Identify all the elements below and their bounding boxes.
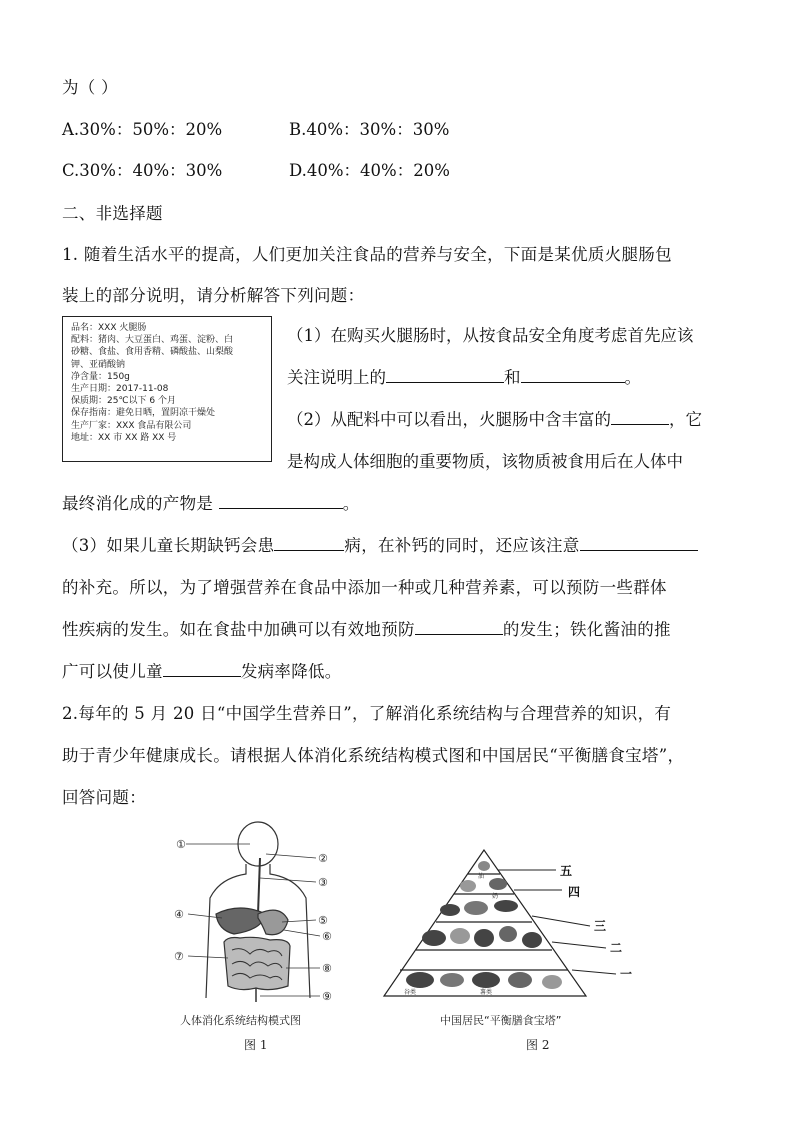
q2-line2: 助于青少年健康成长。请根据人体消化系统结构模式图和中国居民“平衡膳食宝塔”， bbox=[62, 746, 685, 765]
text: 病，在补钙的同时，还应该注意 bbox=[344, 536, 580, 555]
label-line: 生产日期：2017-11-08 bbox=[71, 384, 169, 395]
pyramid-level-3: 三 bbox=[594, 919, 607, 933]
marker-5: ⑤ bbox=[318, 914, 328, 927]
option-c: C.30%：40%：30% bbox=[62, 161, 223, 180]
label-line: 生产厂家：XXX 食品有限公司 bbox=[71, 420, 192, 431]
figure1-number: 图 1 bbox=[244, 1038, 268, 1052]
q1-part1-line2 bbox=[287, 364, 641, 388]
text: 和 bbox=[504, 368, 521, 387]
answer-blank[interactable] bbox=[415, 618, 503, 635]
marker-4: ④ bbox=[174, 908, 184, 921]
answer-blank[interactable] bbox=[274, 534, 344, 551]
answer-blank[interactable] bbox=[521, 366, 625, 383]
question-stem-end: 为（ ） bbox=[62, 78, 118, 97]
text: 关注说明上的 bbox=[287, 368, 386, 387]
product-label-box bbox=[62, 316, 272, 462]
label-line: 净含量：150g bbox=[71, 371, 130, 382]
q1-intro-line2: 装上的部分说明，请分析解答下列问题： bbox=[62, 286, 365, 305]
label-line: 保存指南：避免日晒，置阴凉干燥处 bbox=[71, 408, 216, 419]
marker-6: ⑥ bbox=[322, 930, 332, 943]
pyramid-level-4: 四 bbox=[568, 885, 581, 899]
label-line: 配料：猪肉、大豆蛋白、鸡蛋、淀粉、白 bbox=[71, 335, 234, 346]
text: （2）从配料中可以看出，火腿肠中含丰富的 bbox=[287, 410, 611, 429]
text: 。 bbox=[342, 494, 360, 513]
answer-blank[interactable] bbox=[163, 660, 241, 677]
marker-7: ⑦ bbox=[174, 950, 184, 963]
figure2-number: 图 2 bbox=[526, 1038, 550, 1052]
figure2-caption: 中国居民“平衡膳食宝塔” bbox=[440, 1014, 562, 1027]
text: 的发生；铁化酱油的推 bbox=[502, 620, 671, 639]
q1-part1-line1: （1）在购买火腿肠时，从按食品安全角度考虑首先应该 bbox=[287, 326, 694, 345]
answer-blank[interactable] bbox=[386, 366, 504, 383]
q2-line3: 回答问题： bbox=[62, 788, 146, 807]
tiny-label: 油 bbox=[478, 873, 485, 880]
tiny-label: 奶 bbox=[492, 893, 499, 900]
text: 广可以使儿童 bbox=[62, 662, 163, 681]
marker-2: ② bbox=[318, 852, 328, 865]
food-pyramid-diagram bbox=[380, 846, 650, 1000]
digestive-system-diagram bbox=[170, 818, 340, 1003]
label-line: 品名：XXX 火腿肠 bbox=[71, 323, 147, 333]
option-b: B.40%：30%：30% bbox=[289, 120, 450, 139]
label-line: 保质期：25℃以下 6 个月 bbox=[71, 396, 177, 407]
answer-blank[interactable] bbox=[219, 492, 343, 509]
q1-part2-line3 bbox=[62, 490, 360, 514]
q1-part2-line2: 是构成人体细胞的重要物质，该物质被食用后在人体中 bbox=[287, 452, 683, 471]
label-line: 砂糖、食盐、食用香精、磷酸盐、山梨酸 bbox=[71, 347, 234, 358]
marker-8: ⑧ bbox=[322, 962, 332, 975]
q1-part3-line2: 的补充。所以，为了增强营养在食品中添加一种或几种营养素，可以预防一些群体 bbox=[62, 578, 667, 597]
text: 最终消化成的产物是 bbox=[62, 494, 214, 513]
pyramid-level-2: 二 bbox=[610, 941, 623, 955]
section-title: 二、非选择题 bbox=[62, 204, 163, 223]
text: 。 bbox=[624, 368, 641, 387]
q1-intro-line1: 1. 随着生活水平的提高，人们更加关注食品的营养与安全，下面是某优质火腿肠包 bbox=[62, 245, 672, 264]
tiny-label: 谷类 bbox=[404, 989, 417, 996]
q1-part3-line3 bbox=[62, 616, 671, 640]
text: ，它 bbox=[669, 410, 702, 429]
q1-part3-line4 bbox=[62, 658, 342, 682]
marker-3: ③ bbox=[318, 876, 328, 889]
q1-part2-line1 bbox=[287, 406, 702, 430]
text: 性疾病的发生。如在食盐中加碘可以有效地预防 bbox=[62, 620, 415, 639]
text: 发病率降低。 bbox=[240, 662, 342, 681]
figure1-caption: 人体消化系统结构模式图 bbox=[180, 1014, 301, 1027]
marker-1: ① bbox=[176, 838, 186, 851]
tiny-label: 薯类 bbox=[480, 989, 493, 996]
text: （3）如果儿童长期缺钙会患 bbox=[62, 536, 275, 555]
option-d: D.40%：40%：20% bbox=[289, 161, 450, 180]
q1-part3-line1 bbox=[62, 532, 698, 556]
label-line: 钾、亚硝酸钠 bbox=[71, 359, 126, 370]
pyramid-level-1: 一 bbox=[620, 967, 633, 981]
q2-line1: 2.每年的 5 月 20 日“中国学生营养日”，了解消化系统结构与合理营养的知识，有 bbox=[62, 704, 672, 723]
pyramid-level-5: 五 bbox=[560, 864, 573, 878]
answer-blank[interactable] bbox=[611, 408, 669, 425]
answer-blank[interactable] bbox=[580, 534, 698, 551]
option-a: A.30%：50%：20% bbox=[62, 120, 223, 139]
label-line: 地址：XX 市 XX 路 XX 号 bbox=[71, 432, 177, 443]
marker-9: ⑨ bbox=[322, 990, 332, 1003]
